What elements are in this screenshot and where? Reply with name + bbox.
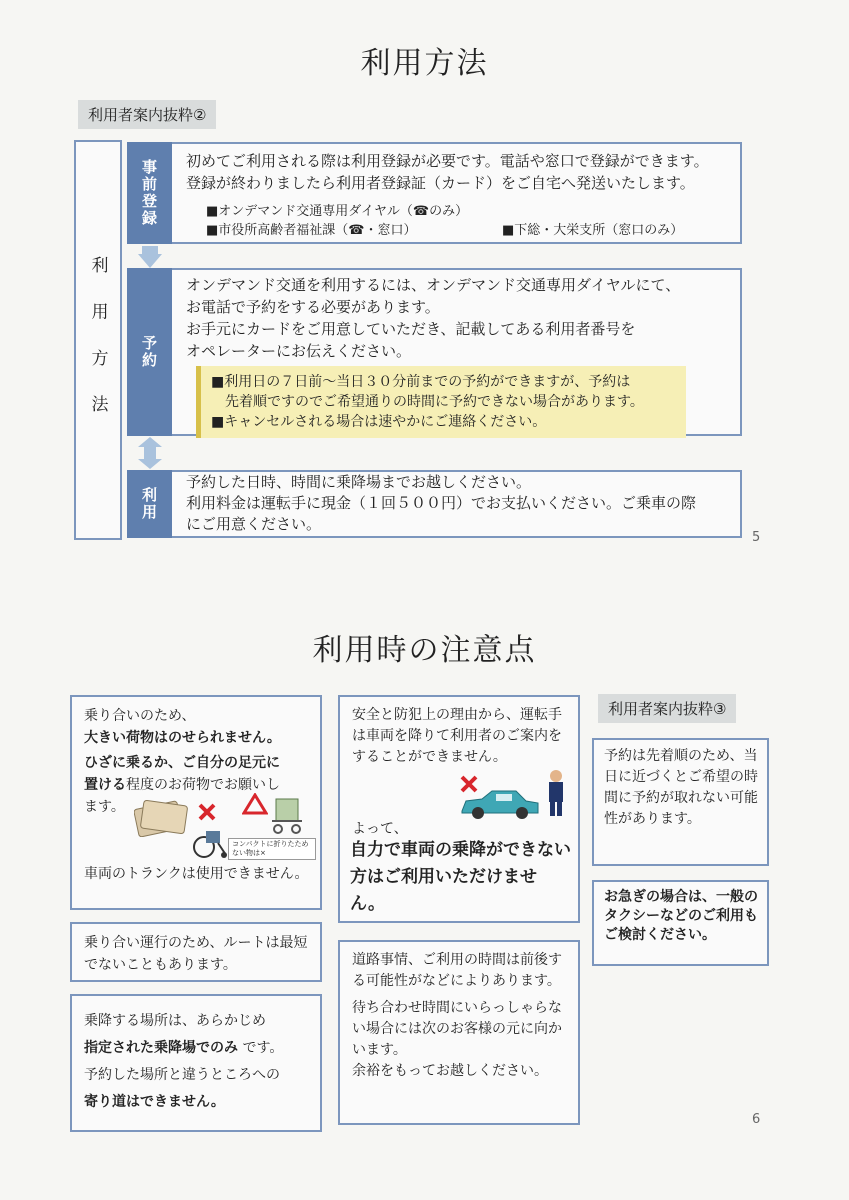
timing-p3: 余裕をもってお越しください。 <box>352 1063 548 1079</box>
assistance-notice-box <box>338 695 580 923</box>
reservation-line-2: お電話で予約をする必要があります。 <box>186 298 440 316</box>
assistance-intro: 安全と防犯上の理由から、運転手は車両を降りて利用者のご案内をすることができません。 <box>352 707 562 765</box>
stop-line-1: 乗降する場所は、あらかじめ <box>84 1013 266 1029</box>
page-number-6: 6 <box>752 1112 761 1127</box>
luggage-line-3a: ひざに乗るか、 <box>84 755 182 771</box>
luggage-line-4b: 程度のお荷物でお願いし <box>126 777 280 793</box>
x-mark-icon <box>198 803 216 821</box>
reservation-line-3: お手元にカードをご用意していただき、記載してある利用者番号を <box>186 320 636 338</box>
timing-notice-box <box>338 940 580 1125</box>
page5-tag: 利用者案内抜粋② <box>78 100 216 129</box>
reservation-line-4: オペレーターにお伝えください。 <box>186 342 412 360</box>
stop-line-3: 予約した場所と違うところへの <box>84 1067 280 1083</box>
illustration-caption: コンパクトに折りたためない物は× <box>228 838 316 860</box>
luggage-line-2: 大きい荷物はのせられません。 <box>84 730 281 746</box>
arrow-updown-icon <box>138 437 162 469</box>
reservation-line-1: オンデマンド交通を利用するには、オンデマンド交通専用ダイヤルにて、 <box>186 276 681 294</box>
page-number-5: 5 <box>752 530 761 545</box>
cart-icon <box>268 795 308 835</box>
section-reservation-body <box>172 268 742 436</box>
page6-tag: 利用者案内抜粋③ <box>598 694 736 723</box>
registration-line-1: 初めてご利用される際は利用登録が必要です。電話や窓口で登録ができます。 <box>186 152 709 170</box>
taxi-notice-box <box>592 880 769 966</box>
use-line-1: 予約した日時、時間に乗降場までお越しください。 <box>186 473 532 491</box>
section-registration-header: 事前登録 <box>127 142 172 244</box>
route-notice-box <box>70 922 322 982</box>
page5-title: 利用方法 <box>360 46 489 81</box>
taxi-text: お急ぎの場合は、一般のタクシーなどのご利用もご検討ください。 <box>604 889 758 943</box>
section-reservation-header: 予約 <box>127 268 172 436</box>
section-registration-body <box>172 142 742 244</box>
contact-branch: ■下総・大栄支所（窓口のみ） <box>502 223 684 238</box>
method-label-box <box>74 140 122 540</box>
assistance-lead: よって、 <box>352 821 408 837</box>
section-use-header: 利用 <box>127 470 172 538</box>
contact-office: ■市役所高齢者福祉課（☎・窓口） <box>206 223 417 238</box>
luggage-line-5: ます。 <box>84 799 125 815</box>
timing-p2: 待ち合わせ時間にいらっしゃらない場合には次のお客様の元に向かいます。 <box>352 1000 562 1058</box>
arrow-down-icon <box>138 246 162 268</box>
luggage-line-4a: 置ける <box>84 777 126 793</box>
registration-line-2: 登録が終わりましたら利用者登録証（カード）をご自宅へ発送いたします。 <box>186 174 695 192</box>
stop-line-2a: 指定された乗降場でのみ <box>84 1040 238 1056</box>
first-come-text: 予約は先着順のため、当日に近づくとご希望の時間に予約が取れない可能性があります。 <box>604 748 758 827</box>
note-line-1: ■利用日の７日前～当日３０分前までの予約ができますが、予約は <box>211 374 631 390</box>
timing-p1: 道路事情、ご利用の時間は前後する可能性がなどによりあります。 <box>352 952 562 989</box>
use-line-3: にご用意ください。 <box>186 515 322 533</box>
car-icon <box>458 785 542 821</box>
contact-dial: ■オンデマンド交通専用ダイヤル（☎のみ） <box>206 204 469 219</box>
luggage-line-3b: ご自分の足元に <box>182 755 280 771</box>
reservation-note <box>196 366 686 438</box>
note-line-2: 先着順ですのでご希望通りの時間に予約できない場合があります。 <box>211 394 644 410</box>
assistance-bold: 自力で車両の乗降ができない方はご利用いただけません。 <box>350 840 571 914</box>
luggage-line-1: 乗り合いのため、 <box>84 708 196 724</box>
section-use-body <box>172 470 742 538</box>
stop-line-4: 寄り道はできません。 <box>84 1094 225 1110</box>
page6-title: 利用時の注意点 <box>312 633 537 668</box>
first-come-notice-box <box>592 738 769 866</box>
luggage-notice-box <box>70 695 322 910</box>
driver-icon <box>544 769 568 817</box>
trunk-note: 車両のトランクは使用できません。 <box>84 866 309 882</box>
stop-notice-box <box>70 994 322 1132</box>
card-icon <box>134 797 190 837</box>
route-notice-text: 乗り合い運行のため、ルートは最短でないこともあります。 <box>84 935 308 973</box>
warning-triangle-icon <box>242 793 268 815</box>
stop-line-2b: です。 <box>238 1040 284 1056</box>
use-line-2: 利用料金は運転手に現金（１回５００円）でお支払いください。ご乗車の際 <box>186 494 697 512</box>
method-label: 利 用 方 法 <box>87 255 108 425</box>
note-line-3: ■キャンセルされる場合は速やかにご連絡ください。 <box>211 414 547 430</box>
wheelchair-icon <box>190 825 230 859</box>
